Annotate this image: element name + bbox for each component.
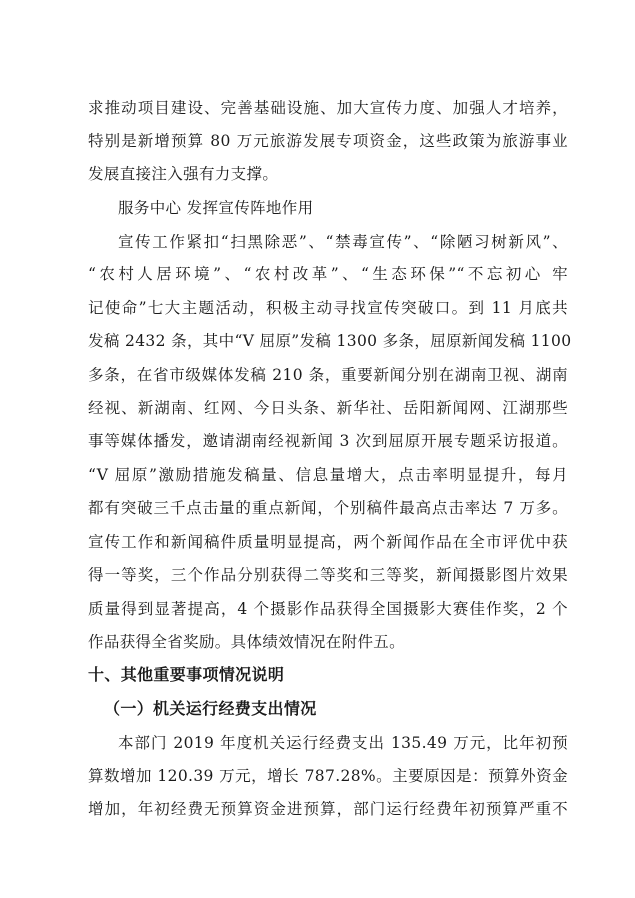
body-text-line: 特别是新增预算 80 万元旅游发展专项资金，这些政策为旅游事业 [88,132,568,150]
body-text-line: 事等媒体播发，邀请湖南经视新闻 3 次到屈原开展专题采访报道。 [88,432,568,450]
body-text-line: 记使命”七大主题活动，积极主动寻找宣传突破口。到 11 月底共 [88,299,568,317]
body-text-line: 发稿 2432 条，其中“V 屈原”发稿 1300 多条，屈原新闻发稿 1100 [88,332,572,350]
subsection-heading: （一）机关运行经费支出情况 [104,699,317,718]
section-subtitle: 服务中心 发挥宣传阵地作用 [118,199,314,217]
body-text-line: 宣传工作紧扣“扫黑除恶”、“禁毒宣传”、“除陋习树新风”、 [118,233,568,251]
body-text-line: “农村人居环境”、“农村改革”、“生态环保”“不忘初心 牢 [88,265,568,283]
body-text-line: 作品获得全省奖励。具体绩效情况在附件五。 [88,633,406,651]
body-text-line: 宣传工作和新闻稿件质量明显提高，两个新闻作品在全市评优中获 [88,533,568,551]
body-text-line: 多条，在省市级媒体发稿 210 条，重要新闻分别在湖南卫视、湖南 [88,366,568,384]
body-text-line: 质量得到显著提高，4 个摄影作品获得全国摄影大赛佳作奖，2 个 [88,600,568,618]
body-text-line: “V 屈原”激励措施发稿量、信息量增大，点击率明显提升，每月 [88,466,568,484]
body-text-line: 本部门 2019 年度机关运行经费支出 135.49 万元，比年初预 [118,734,568,752]
body-text-line: 都有突破三千点击量的重点新闻，个别稿件最高点击率达 7 万多。 [88,499,568,517]
body-text-line: 算数增加 120.39 万元，增长 787.28%。主要原因是：预算外资金 [88,767,568,785]
body-text-line: 求推动项目建设、完善基础设施、加大宣传力度、加强人才培养， [88,99,568,117]
body-text-line: 发展直接注入强有力支撑。 [88,165,279,183]
body-text-line: 得一等奖，三个作品分别获得二等奖和三等奖，新闻摄影图片效果 [88,566,568,584]
section-heading: 十、其他重要事项情况说明 [88,665,285,684]
body-text-line: 增加，年初经费无预算资金进预算，部门运行经费年初预算严重不 [88,800,568,818]
body-text-line: 经视、新湖南、红网、今日头条、新华社、岳阳新闻网、江湖那些 [88,399,568,417]
